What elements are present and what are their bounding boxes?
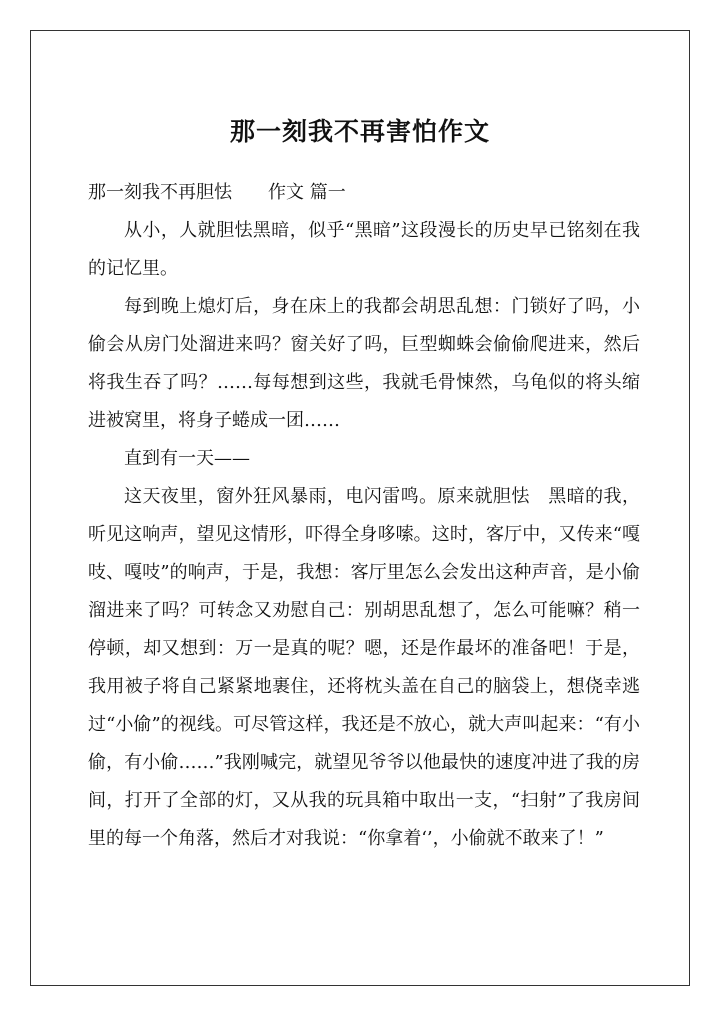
paragraph: 直到有一天—— (124, 448, 250, 469)
paragraph (88, 478, 640, 858)
paragraph-text: 这天夜里，窗外狂风暴雨，电闪雷鸣。原来就胆怯 (124, 486, 530, 507)
subtitle-main: 那一刻我不再胆怯 (88, 182, 232, 203)
paragraph-text: 黑暗的我，听见这响声，望见这情形，吓得全身哆嗦。这时，客厅中，又传来“嘎吱、嘎吱”的响声，于是，我想：客厅里怎么会发出这种声音，是小偷溜进来了吗？可转念又劝慰自己：别胡思乱想了，怎么可能嘛？稍一停顿，却又想到：万一是真的呢？嗯，还是作最坏的准备吧！于是，我用被子将自己紧紧地裹住，还将枕头盖在自己的脑袋上，想侥幸逃过“小偷”的视线。可尽管这样，我还是不放心，就大声叫起来：“有小偷，有小偷……”我刚喊完，就望见爷爷以他最快的速度冲进了我的房间，打开了全部的灯，又从我的玩具箱中取出一支，“扫射”了我房间里的每一个角落，然后才对我说：“你拿着‘’，小偷就不敢来了！” (88, 486, 641, 849)
page-title: 那一刻我不再害怕作文 (229, 117, 490, 146)
article-subtitle (88, 174, 640, 212)
subtitle-label: 作文 篇一 (268, 182, 346, 203)
paragraph: 从小，人就胆怯黑暗，似乎“黑暗”这段漫长的历史早已铭刻在我的记忆里。 (88, 220, 640, 279)
paragraph: 每到晚上熄灯后，身在床上的我都会胡思乱想：门锁好了吗，小偷会从房门处溜进来吗？窗关好了吗，巨型蜘蛛会偷偷爬进来，然后将我生吞了吗？……每每想到这些，我就毛骨悚然，乌龟似的将头缩进被窝里，将身子蜷成一团…… (88, 296, 640, 431)
document-body (88, 174, 640, 858)
